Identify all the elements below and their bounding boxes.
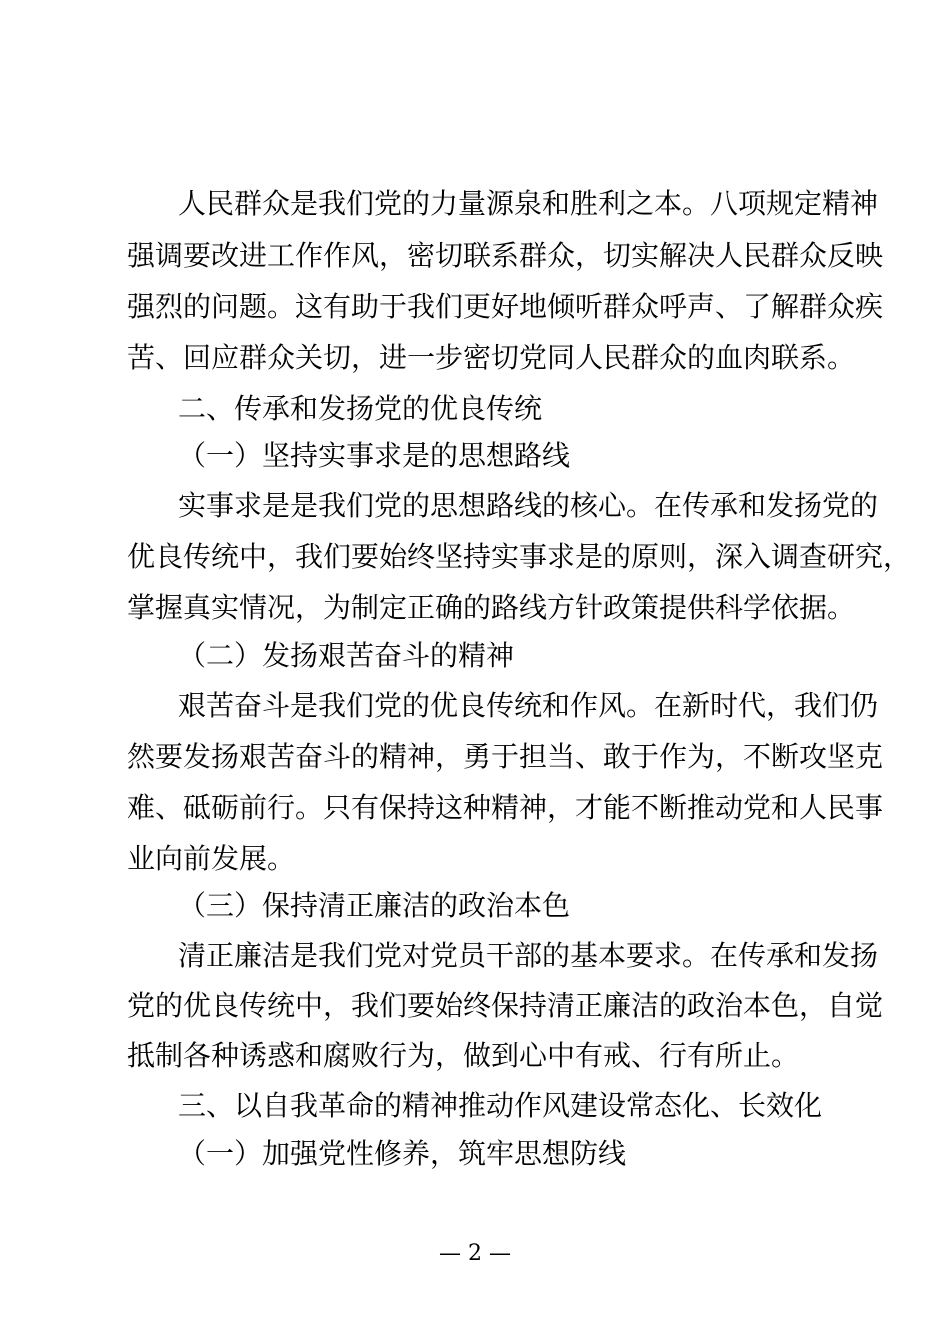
- paragraph-line: 实事求是是我们党的思想路线的核心。在传承和发扬党的: [178, 489, 879, 522]
- section-heading: 二、传承和发扬党的优良传统: [178, 392, 543, 425]
- subsection-heading: （一）坚持实事求是的思想路线: [178, 439, 571, 472]
- paragraph-line: 人民群众是我们党的力量源泉和胜利之本。八项规定精神: [178, 187, 879, 220]
- paragraph-line: 抵制各种诱惑和腐败行为，做到心中有戒、行有所止。: [127, 1039, 800, 1072]
- paragraph-line: 强烈的问题。这有助于我们更好地倾听群众呼声、了解群众疾: [127, 290, 884, 323]
- paragraph-line: 苦、回应群众关切，进一步密切党同人民群众的血肉联系。: [127, 341, 856, 374]
- subsection-heading: （三）保持清正廉洁的政治本色: [178, 889, 571, 922]
- section-heading: 三、以自我革命的精神推动作风建设常态化、长效化: [178, 1089, 823, 1122]
- paragraph-line: 党的优良传统中，我们要始终保持清正廉洁的政治本色，自觉: [127, 989, 884, 1022]
- subsection-heading: （二）发扬艰苦奋斗的精神: [178, 639, 515, 672]
- paragraph-line: 艰苦奋斗是我们党的优良传统和作风。在新时代，我们仍: [178, 689, 879, 722]
- page-number: — 2 —: [439, 1241, 511, 1266]
- paragraph-line: 业向前发展。: [127, 842, 296, 875]
- paragraph-line: 难、砥砺前行。只有保持这种精神，才能不断推动党和人民事: [127, 791, 884, 824]
- paragraph-line: 优良传统中，我们要始终坚持实事求是的原则，深入调查研究，: [127, 540, 912, 573]
- paragraph-line: 强调要改进工作作风，密切联系群众，切实解决人民群众反映: [127, 239, 884, 272]
- paragraph-line: 掌握真实情况，为制定正确的路线方针政策提供科学依据。: [127, 591, 856, 624]
- subsection-heading: （一）加强党性修养，筑牢思想防线: [178, 1137, 627, 1170]
- paragraph-line: 然要发扬艰苦奋斗的精神，勇于担当、敢于作为，不断攻坚克: [127, 740, 884, 773]
- paragraph-line: 清正廉洁是我们党对党员干部的基本要求。在传承和发扬: [178, 939, 879, 972]
